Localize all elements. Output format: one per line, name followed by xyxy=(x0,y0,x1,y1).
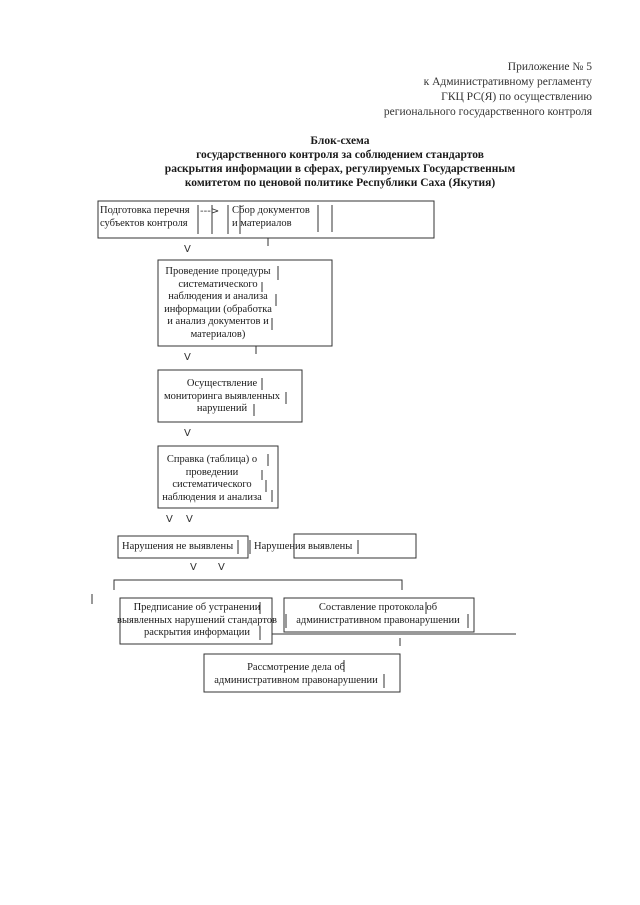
branch-no-violations: Нарушения не выявлены xyxy=(122,541,234,552)
arrow-down-icon: V xyxy=(190,562,197,573)
arrow-down-icon: V xyxy=(184,352,191,363)
appendix-line: к Административному регламенту xyxy=(423,76,592,88)
arrow-down-icon: V xyxy=(184,244,191,255)
step-violation-monitoring: Осуществление мониторинга выявленных нарушений xyxy=(163,378,281,414)
arrow-down-icon: V xyxy=(184,428,191,439)
title-line: Блок-схема xyxy=(310,135,370,147)
appendix-line: регионального государственного контроля xyxy=(383,106,592,118)
step-report-table: Справка (таблица) о проведении систематического наблюдения и анализа xyxy=(162,454,262,503)
arrow-down-icon: V xyxy=(166,514,173,525)
step-prepare-list: Подготовка перечня субъектов контроля xyxy=(100,205,190,229)
step-order-remedy: Предписание об устранении выявленных нарушений стандартов раскрытия информации xyxy=(116,602,278,638)
title-line: комитетом по ценовой политике Республики Саха (Якутия) xyxy=(184,177,496,189)
branch-violations-found: Нарушения выявлены xyxy=(254,541,353,552)
arrow-down-icon: V xyxy=(218,562,225,573)
arrow-down-icon: V xyxy=(186,514,193,525)
title-line: государственного контроля за соблюдением стандартов xyxy=(196,149,484,161)
step-case-review: Рассмотрение дела об административном правонарушении xyxy=(214,662,378,686)
title-line: раскрытия информации в сферах, регулируемых Государственным xyxy=(164,163,516,175)
split-connector xyxy=(114,580,402,590)
step-monitoring-procedure: Проведение процедуры систематического наблюдения и анализа информации (обработка и анализ документов и материалов) xyxy=(164,266,272,340)
appendix-line: Приложение № 5 xyxy=(507,61,592,73)
step-draft-protocol: Составление протокола об административном правонарушении xyxy=(296,602,460,626)
arrow-right-icon: ---> xyxy=(200,206,220,217)
step-collect-documents: Сбор документов и материалов xyxy=(232,205,310,229)
appendix-line: ГКЦ РС(Я) по осуществлению xyxy=(441,91,592,103)
